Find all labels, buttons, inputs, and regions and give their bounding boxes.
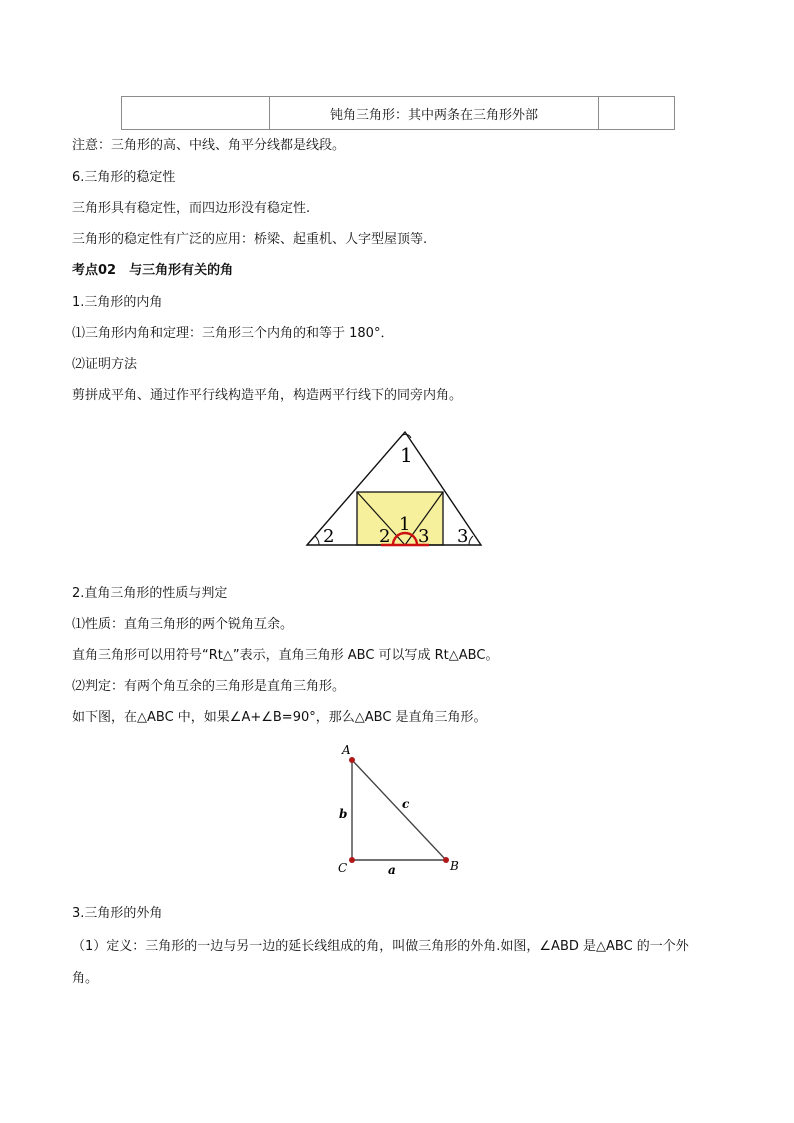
label-1-top: 1: [400, 443, 413, 467]
label-3-middle: 3: [418, 526, 430, 547]
label-2-left: 2: [323, 526, 335, 547]
angle-sum-figure: [305, 430, 485, 550]
label-3-right: 3: [457, 526, 469, 547]
section-1-para-1: ⑴三角形内角和定理：三角形三个内角的和等于 180°．: [72, 326, 394, 341]
section-2-para-4: 如下图，在△ABC 中，如果∠A+∠B=90°，那么△ABC 是直角三角形。: [72, 710, 487, 725]
label-b-vertex: B: [450, 859, 459, 873]
note-text: 注意：三角形的高、中线、角平分线都是线段。: [72, 138, 346, 153]
label-2-middle: 2: [379, 526, 391, 547]
table-cell: [122, 97, 270, 130]
label-side-c: c: [402, 797, 410, 811]
right-angle-arc: [469, 536, 473, 545]
point-a: [349, 757, 355, 763]
section-6-para-2: 三角形的稳定性有广泛的应用：桥梁、起重机、人字型屋顶等.: [72, 232, 428, 247]
label-c-vertex: C: [338, 861, 348, 875]
point-c: [349, 857, 355, 863]
table-row: [122, 97, 675, 130]
table-cell: 钝角三角形：其中两条在三角形外部: [270, 97, 599, 130]
section-2-para-2: 直角三角形可以用符号“Rt△”表示，直角三角形 ABC 可以写成 Rt△ABC。: [72, 648, 499, 663]
triangle-table-fragment: [121, 96, 675, 130]
left-angle-arc: [315, 536, 319, 545]
label-1-middle: 1: [399, 514, 411, 535]
section-2-para-1: ⑴性质：直角三角形的两个锐角互余。: [72, 617, 294, 632]
section-1-heading: 1.三角形的内角: [72, 295, 163, 310]
right-triangle-figure: [330, 740, 470, 880]
section-2-heading: 2.直角三角形的性质与判定: [72, 586, 228, 601]
label-a-vertex: A: [342, 743, 351, 757]
section-3-heading: 3.三角形的外角: [72, 906, 163, 921]
label-side-b: b: [339, 807, 348, 821]
section-1-para-2: ⑵证明方法: [72, 357, 138, 372]
section-3-para-2: 角。: [72, 971, 99, 986]
point-b: [443, 857, 449, 863]
section-6-heading: 6.三角形的稳定性: [72, 170, 176, 185]
kaodian-02-heading: 考点02 与三角形有关的角: [72, 263, 234, 278]
section-1-para-3: 剪拼成平角、通过作平行线构造平角，构造两平行线下的同旁内角。: [72, 388, 463, 403]
label-side-a: a: [388, 863, 396, 877]
section-6-para-1: 三角形具有稳定性，而四边形没有稳定性.: [72, 201, 311, 216]
section-3-para-1: （1）定义：三角形的一边与另一边的延长线组成的角，叫做三角形的外角.如图，∠ABD 是△ABC 的一个外: [72, 939, 689, 954]
table-cell: [599, 97, 675, 130]
triangle-abc: [352, 760, 446, 860]
section-2-para-3: ⑵判定：有两个角互余的三角形是直角三角形。: [72, 679, 346, 694]
